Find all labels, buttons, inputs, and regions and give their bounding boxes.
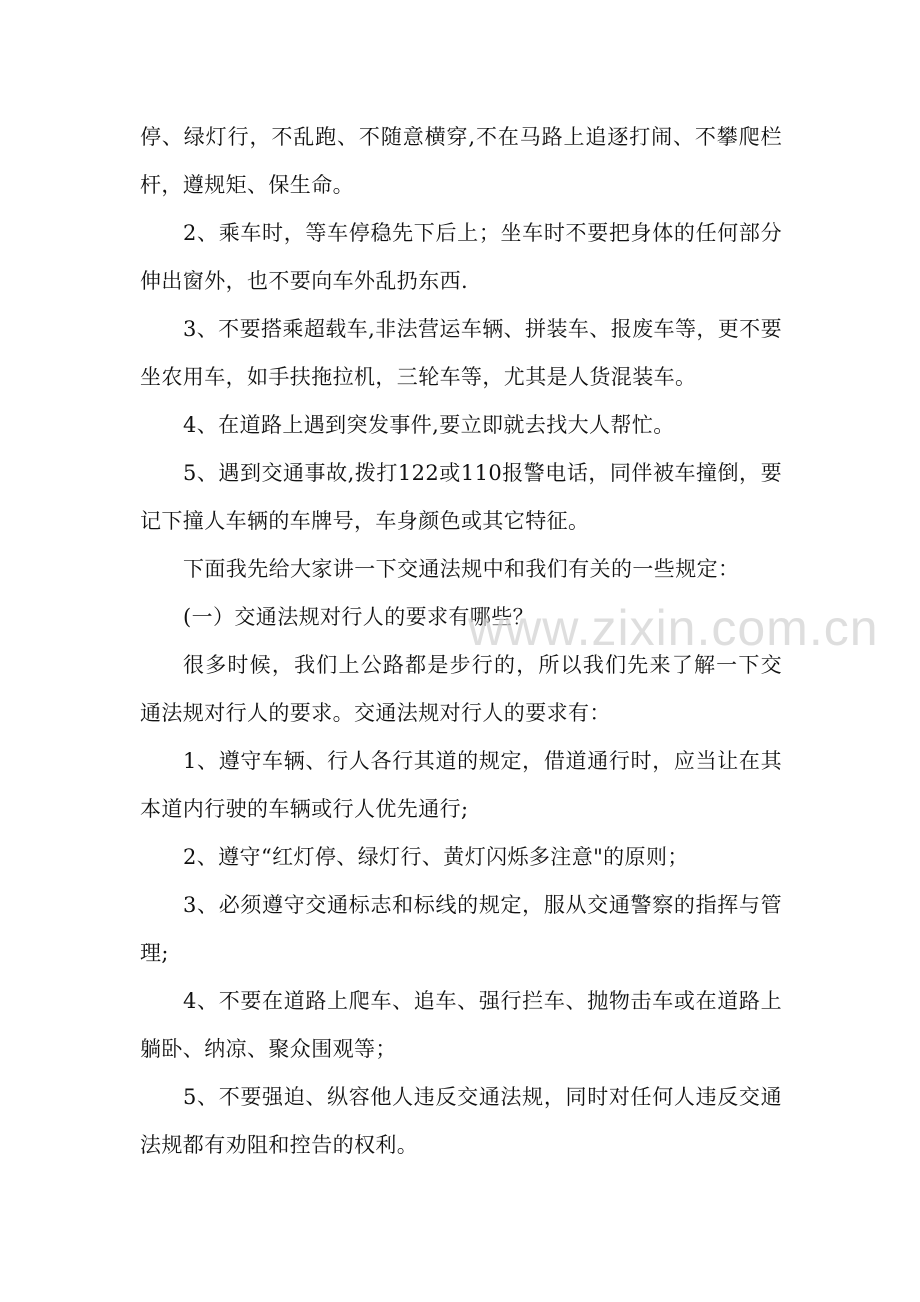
paragraph-3: 3、不要搭乘超载车,非法营运车辆、拼装车、报废车等，更不要坐农用车，如手扶拖拉机，三轮车等，尤其是人货混装车。: [140, 317, 782, 389]
paragraph-12: 4、不要在道路上爬车、追车、强行拦车、抛物击车或在道路上躺卧、纳凉、聚众围观等；: [140, 989, 782, 1061]
paragraph-1: 停、绿灯行，不乱跑、不随意横穿,不在马路上追逐打闹、不攀爬栏杆，遵规矩、保生命。: [140, 125, 782, 197]
paragraph-11: 3、必须遵守交通标志和标线的规定，服从交通警察的指挥与管理;: [140, 893, 782, 965]
paragraph-5: 5、遇到交通事故,拨打122或110报警电话，同伴被车撞倒，要记下撞人车辆的车牌号，车身颜色或其它特征。: [140, 461, 782, 533]
watermark: www.zixin.com.cn: [468, 600, 879, 656]
paragraph-10: 2、遵守“红灯停、绿灯行、黄灯闪烁多注意"的原则；: [183, 845, 689, 869]
paragraph-8: 很多时候，我们上公路都是步行的，所以我们先来了解一下交通法规对行人的要求。交通法规对行人的要求有：: [140, 653, 782, 725]
paragraph-13: 5、不要强迫、纵容他人违反交通法规，同时对任何人违反交通法规都有劝阻和控告的权利。: [140, 1085, 782, 1157]
paragraph-2: 2、乘车时，等车停稳先下后上；坐车时不要把身体的任何部分伸出窗外，也不要向车外乱扔东西.: [140, 221, 782, 293]
paragraph-4: 4、在道路上遇到突发事件,要立即就去找大人帮忙。: [183, 413, 675, 437]
paragraph-6: 下面我先给大家讲一下交通法规中和我们有关的一些规定：: [183, 557, 740, 581]
section-heading: (一）交通法规对行人的要求有哪些？: [183, 605, 534, 629]
document-body: [140, 113, 782, 1169]
paragraph-9: 1、遵守车辆、行人各行其道的规定，借道通行时，应当让在其本道内行驶的车辆或行人优先通行;: [140, 749, 782, 821]
